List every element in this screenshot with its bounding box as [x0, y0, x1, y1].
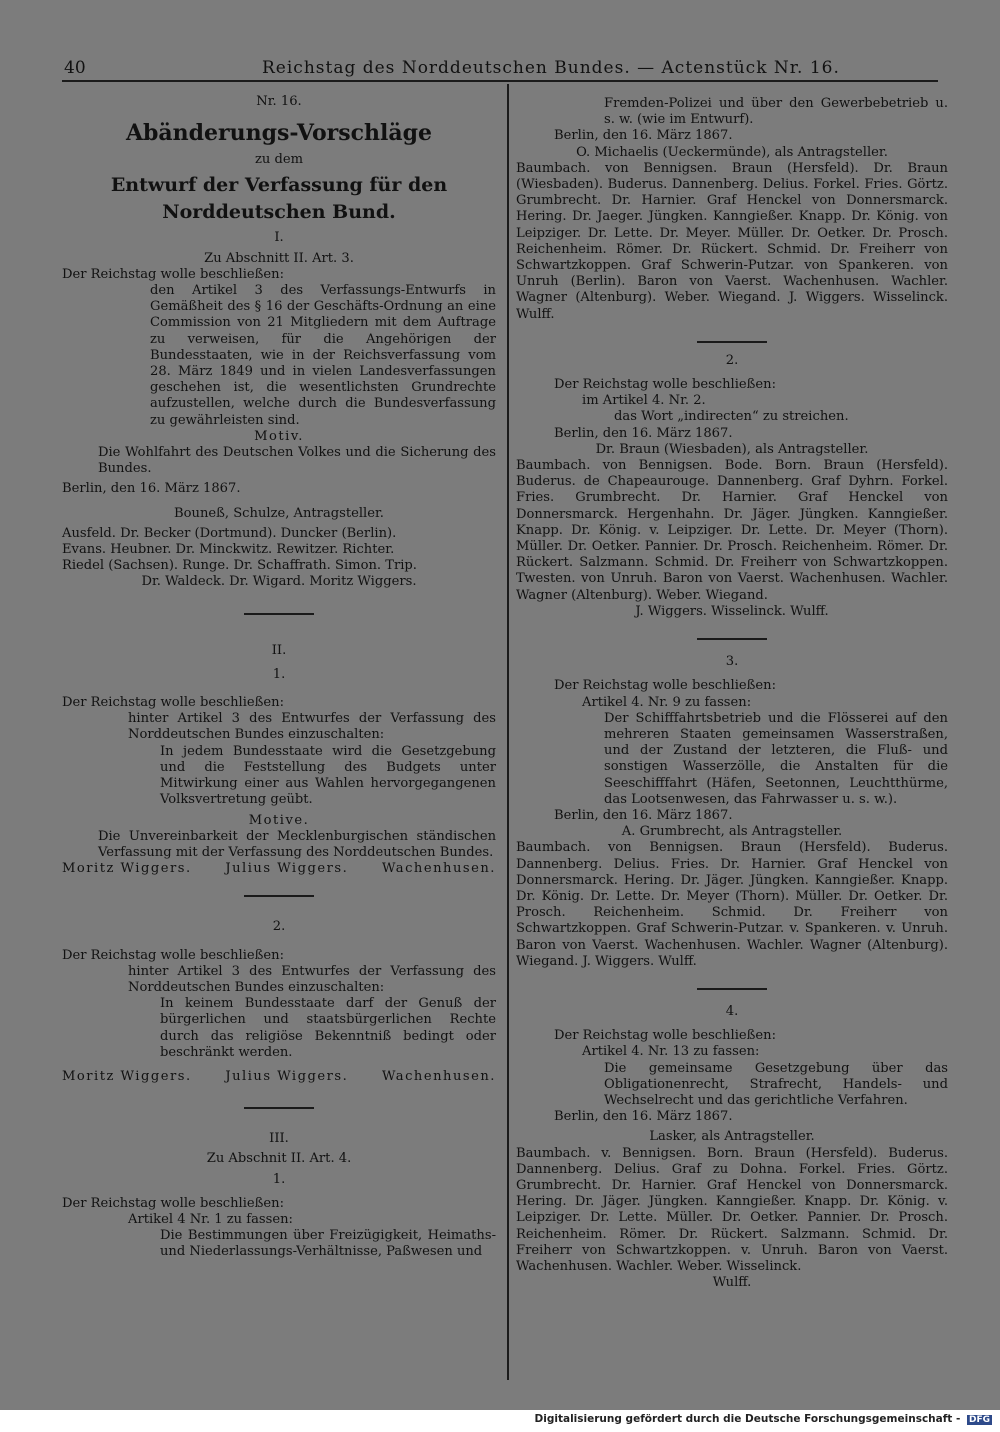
section-rule	[244, 613, 314, 615]
page-number: 40	[64, 58, 86, 78]
motion-intro: Der Reichstag wolle beschließen:	[554, 678, 777, 694]
motion-text: Der Schifffahrtsbetrieb und die Flösserei auf den mehreren Staaten gemeinsamen Wasserstraßen, und der Zustand der letzteren, die Fluß- und sonstigen Wasserzölle, die Anstalten für die Seeschifffahrt (Häfen, Seetonnen, Leuchtthürme, das Lootsenwesen, das Fahrwasser u. s. w.).	[604, 710, 948, 807]
motion-text: In jedem Bundesstaate wird die Gesetzgebung und die Feststellung des Budgets unter Mitwirkung einer aus Wahlen hervorgegangenen Volksvertretung geübt.	[160, 743, 496, 808]
section-rule	[697, 988, 767, 990]
motion-intro: Der Reichstag wolle beschließen:	[62, 266, 285, 282]
section-number: 4.	[725, 1003, 739, 1019]
date-line: Berlin, den 16. März 1867.	[554, 1109, 733, 1125]
motion-intro: Der Reichstag wolle beschließen:	[554, 1028, 777, 1044]
signers-block: Baumbach. von Bennigsen. Braun (Hersfeld). Dr. Braun (Wiesbaden). Buderus. Dannenberg. Delius. Forkel. Fries. Görtz. Grumbrecht. Dr. Harnier. Graf Henckel von Donnersmarck. Hering. Dr. Jaeger. Jüngken. Kanngießer. Knapp. Dr. König. von Leipziger. Dr. Lette. Dr. Meyer. Müller. Dr. Oetker. Dr. Prosch. Reichenheim. Römer. Dr. Rückert. Schmid. Dr. Freiherr von Schwartzkoppen. Graf Schwerin-Putzar. von Spankeren. von Unruh (Berlin). Baron von Vaerst. Wachenhusen. Wachler. Wagner (Altenburg). Weber. Wiegand. J. Wiggers. Wisselinck. Wulff.	[516, 160, 948, 322]
motiv-heading: Motiv.	[254, 428, 304, 444]
section-heading: I.	[274, 230, 284, 246]
right-column	[516, 88, 948, 1291]
motion-text: den Artikel 3 des Verfassungs-Entwurfs in Gemäßheit des § 16 der Geschäfts-Ordnung an eine Commission von 21 Mitgliedern mit dem Auftrage zu verweisen, für die Angehörigen der Bundesstaaten, wie in der Reichsverfassung vom 28. März 1849 und in vielen Landesverfassungen geschehen ist, die wesentlichsten Grundrechte aufzustellen, welche durch die Bundesverfassung zu gewährleisten sind.	[150, 283, 496, 428]
motion-text: im Artikel 4. Nr. 2.	[582, 393, 706, 409]
section-number: 2.	[725, 352, 739, 368]
section-heading: III.	[269, 1131, 289, 1147]
signers-block: Baumbach. v. Bennigsen. Born. Braun (Hersfeld). Buderus. Dannenberg. Delius. Graf zu Dohna. Forkel. Fries. Görtz. Grumbrecht. Dr. Harnier. Graf Henckel von Donnersmarck. Hering. Dr. Jäger. Jüngken. Kanngießer. Knapp. Dr. König. v. Leipziger. Dr. Lette. Müller. Dr. Oetker. Pannier. Dr. Prosch. Reichenheim. Römer. Dr. Rückert. Salzmann. Schmid. Dr. Freiherr von Schwartzkoppen. v. Unruh. Baron von Vaerst. Wachenhusen. Wachler. Weber. Wisselinck.	[516, 1145, 948, 1274]
motion-text: Artikel 4 Nr. 1 zu fassen:	[128, 1211, 293, 1227]
date-line: Berlin, den 16. März 1867.	[554, 807, 733, 823]
section-rule	[244, 895, 314, 897]
motion-intro: Der Reichstag wolle beschließen:	[62, 1195, 285, 1211]
credit-text: Digitalisierung gefördert durch die Deutsche Forschungsgemeinschaft -	[534, 1413, 961, 1425]
document-subtitle: Entwurf der Verfassung für den Norddeutschen Bund.	[110, 174, 448, 224]
subsection-number: 1.	[272, 1171, 286, 1187]
signers-block: Baumbach. von Bennigsen. Bode. Born. Braun (Hersfeld). Buderus. de Chapeaurouge. Dannenberg. Graf Dyhrn. Forkel. Fries. Grumbrecht. Dr. Harnier. Graf Henckel von Donnersmarck. Hergenhahn. Dr. Jäger. Jüngken. Kanngießer. Knapp. Dr. König. v. Leipziger. Dr. Lette. Dr. Meyer (Thorn). Müller. Dr. Oetker. Pannier. Dr. Prosch. Reichenheim. Römer. Dr. Rückert. Salzmann. Schmid. Dr. Freiherr von Schwartzkoppen. Twesten. von Unruh. Baron von Vaerst. Wachenhusen. Wachler. Wagner (Altenburg). Weber. Wiegand.	[516, 458, 948, 603]
section-rule	[244, 1107, 314, 1109]
proposers: Bouneß, Schulze, Antragsteller.	[174, 505, 384, 521]
signer: Julius Wiggers.	[225, 861, 349, 877]
motion-intro: Der Reichstag wolle beschließen:	[62, 695, 285, 711]
motion-text: das Wort „indirecten“ zu streichen.	[614, 409, 849, 425]
proposer-line: A. Grumbrecht, als Antragsteller.	[621, 824, 843, 840]
motion-text: Artikel 4. Nr. 9 zu fassen:	[582, 694, 752, 710]
title-connector: zu dem	[254, 152, 304, 168]
running-title: Reichstag des Norddeutschen Bundes. — Actenstück Nr. 16.	[262, 58, 840, 78]
left-column	[62, 88, 496, 1261]
subsection-number: 1.	[272, 666, 286, 682]
proposer-line: Lasker, als Antragsteller.	[649, 1129, 815, 1145]
signers-row	[62, 861, 496, 877]
signer: Moritz Wiggers.	[62, 1068, 192, 1084]
signer: Moritz Wiggers.	[62, 861, 192, 877]
proposer-line: Dr. Braun (Wiesbaden), als Antragsteller.	[595, 441, 869, 457]
signer: Wachenhusen.	[381, 1068, 496, 1084]
signers-last-line: Wulff.	[712, 1275, 752, 1291]
document-title: Abänderungs-Vorschläge	[125, 120, 433, 147]
motion-text: Die Bestimmungen über Freizügigkeit, Heimaths- und Niederlassungs-Verhältnisse, Paßwesen und	[160, 1228, 496, 1260]
page-header	[64, 54, 936, 80]
signer-line: Riedel (Sachsen). Runge. Dr. Schaffrath. Simon. Trip.	[62, 558, 417, 574]
motion-intro: Der Reichstag wolle beschließen:	[62, 947, 285, 963]
digitization-credit	[535, 1413, 992, 1425]
section-rule	[697, 341, 767, 343]
motion-text: hinter Artikel 3 des Entwurfes der Verfassung des Norddeutschen Bundes einzuschalten:	[128, 963, 496, 995]
motion-text: Artikel 4. Nr. 13 zu fassen:	[582, 1044, 760, 1060]
motiv-text: Die Wohlfahrt des Deutschen Volkes und die Sicherung des Bundes.	[98, 445, 496, 477]
date-line: Berlin, den 16. März 1867.	[62, 481, 241, 497]
signers-row	[62, 1069, 496, 1085]
motion-text: hinter Artikel 3 des Entwurfes der Verfassung des Norddeutschen Bundes einzuschalten:	[128, 711, 496, 743]
section-reference: Zu Abschnit II. Art. 4.	[206, 1151, 352, 1167]
signer: Wachenhusen.	[381, 861, 496, 877]
motion-text: Die gemeinsame Gesetzgebung über das Obligationenrecht, Strafrecht, Handels- und Wechselrecht und das gerichtliche Verfahren.	[604, 1060, 948, 1108]
motive-heading: Motive.	[248, 812, 310, 828]
header-rule	[62, 80, 938, 82]
signer-line: Evans. Heubner. Dr. Minckwitz. Rewitzer. Richter.	[62, 542, 395, 558]
section-number: 3.	[725, 654, 739, 670]
section-reference: Zu Abschnitt II. Art. 3.	[204, 250, 354, 266]
signer: Julius Wiggers.	[225, 1068, 349, 1084]
signer-line: Ausfeld. Dr. Becker (Dortmund). Duncker (Berlin).	[62, 525, 397, 541]
motive-text: Die Unvereinbarkeit der Mecklenburgischen ständischen Verfassung mit der Verfassung des Norddeutschen Bundes.	[98, 828, 496, 860]
document-number: Nr. 16.	[256, 94, 302, 109]
signers-block: Baumbach. von Bennigsen. Braun (Hersfeld). Buderus. Dannenberg. Delius. Fries. Dr. Harnier. Graf Henckel von Donnersmarck. Hering. Dr. Jäger. Jüngken. Kanngießer. Knapp. Dr. König. Dr. Lette. Dr. Meyer (Thorn). Müller. Dr. Oetker. Dr. Prosch. Reichenheim. Schmid. Dr. Freiherr von Schwartzkoppen. Graf Schwerin-Putzar. v. Spankeren. v. Unruh. Baron von Vaerst. Wachenhusen. Wachler. Wagner (Altenburg). Wiegand. J. Wiggers. Wulff.	[516, 840, 948, 969]
continued-text: Fremden-Polizei und über den Gewerbebetrieb u. s. w. (wie im Entwurf).	[604, 96, 948, 128]
motion-intro: Der Reichstag wolle beschließen:	[554, 377, 777, 393]
motion-text: In keinem Bundesstaate darf der Genuß der bürgerlichen und staatsbürgerlichen Rechte durch das religiöse Bekenntniß bedingt oder beschränkt werden.	[160, 996, 496, 1060]
subsection-number: 2.	[272, 919, 286, 935]
dfg-logo: DFG	[968, 1415, 990, 1425]
section-heading: II.	[271, 642, 287, 658]
signers-last-line: J. Wiggers. Wisselinck. Wulff.	[635, 603, 829, 619]
section-rule	[697, 638, 767, 640]
date-line: Berlin, den 16. März 1867.	[554, 425, 733, 441]
proposer-line: O. Michaelis (Ueckermünde), als Antragsteller.	[576, 144, 888, 160]
column-divider	[507, 84, 509, 1380]
signer-line: Dr. Waldeck. Dr. Wigard. Moritz Wiggers.	[141, 574, 417, 590]
date-line: Berlin, den 16. März 1867.	[554, 128, 733, 144]
